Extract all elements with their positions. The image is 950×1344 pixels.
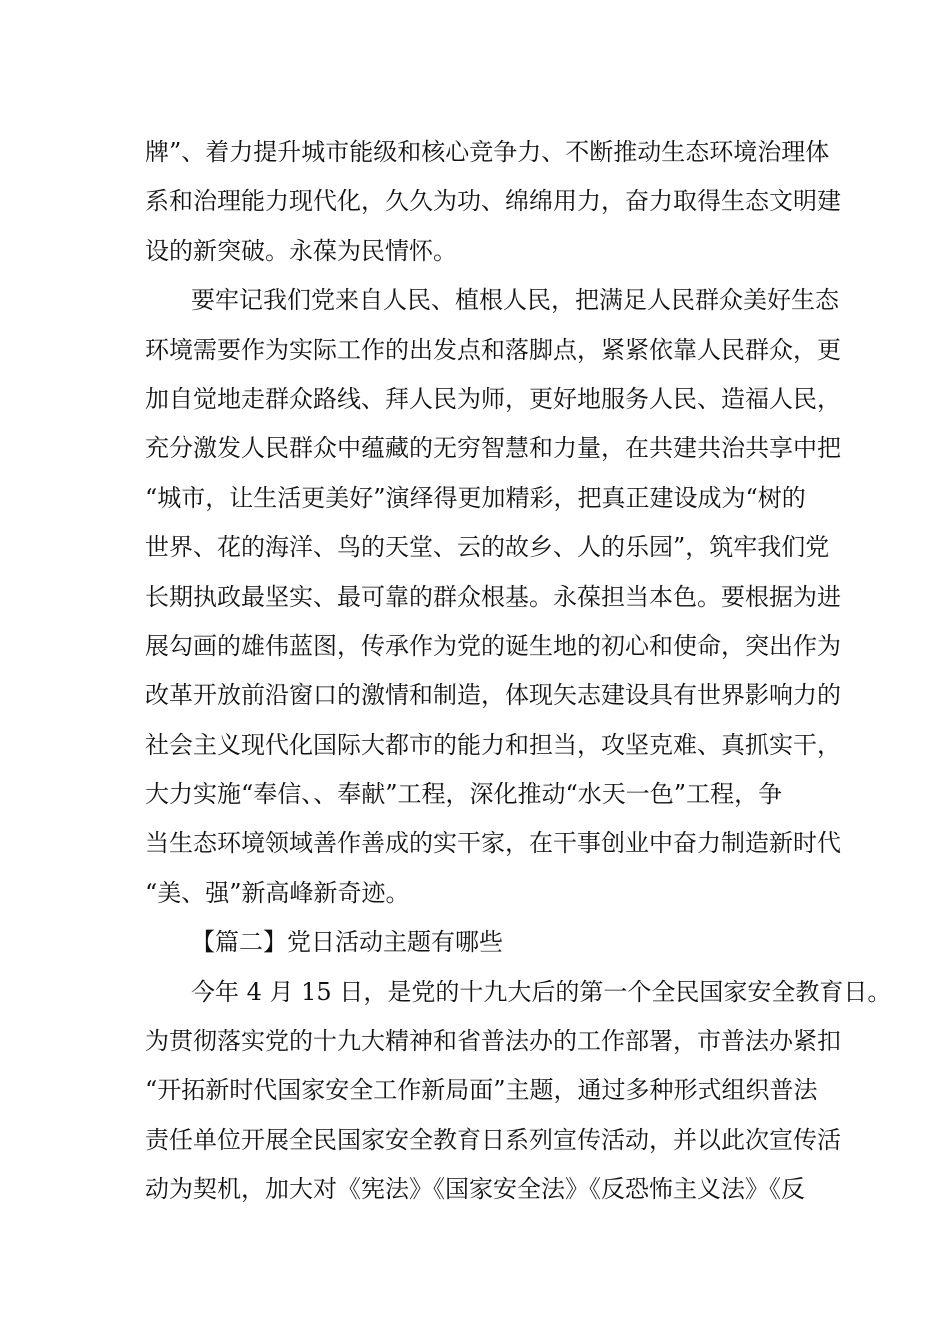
text-line: 设的新突破。永葆为民情怀。 [145,236,457,265]
text-line: 环境需要作为实际工作的出发点和落脚点，紧紧依靠人民群众，更 [145,335,841,364]
text-line: 展勾画的雄伟蓝图，传承作为党的诞生地的初心和使命，突出作为 [145,631,841,660]
text-line: 系和治理能力现代化，久久为功、绵绵用力，奋力取得生态文明建 [145,187,841,216]
text-line: 动为契机，加大对《宪法》《国家安全法》《反恐怖主义法》《反 [145,1175,805,1204]
paragraph-first-line: 今年 4 月 15 日，是党的十九大后的第一个全民国家安全教育日。 [191,977,892,1006]
text-line: 长期执政最坚实、最可靠的群众根基。永葆担当本色。要根据为进 [145,582,841,611]
text-line: 世界、花的海洋、鸟的天堂、云的故乡、人的乐园”，筑牢我们党 [145,533,830,562]
text-line: 改革开放前沿窗口的激情和制造，体现矢志建设具有世界影响力的 [145,681,841,710]
text-line: 充分激发人民群众中蕴藏的无穷智慧和力量，在共建共治共享中把 [145,434,841,463]
text-line: 牌”、着力提升城市能级和核心竞争力、不断推动生态环境治理体 [145,138,830,166]
section-heading: 【篇二】党日活动主题有哪些 [191,928,503,957]
text-line: 大力实施“奉信、、奉献”工程，深化推动“水天一色”工程，争 [145,780,783,809]
text-line: “美、强”新高峰新奇迹。 [145,878,410,907]
text-line: “城市，让生活更美好”演绎得更加精彩，把真正建设成为“树的 [145,483,806,512]
text-line: “开拓新时代国家安全工作新局面”主题，通过多种形式组织普法 [145,1076,818,1105]
text-line: 社会主义现代化国际大都市的能力和担当，攻坚克难、真抓实干， [145,730,841,759]
text-line: 责任单位开展全民国家安全教育日系列宣传活动，并以此次宣传活 [145,1125,841,1154]
paragraph-first-line: 要牢记我们党来自人民、植根人民，把满足人民群众美好生态 [191,286,839,315]
text-line: 为贯彻落实党的十九大精神和省普法办的工作部署，市普法办紧扣 [145,1027,841,1056]
text-line: 加自觉地走群众路线、拜人民为师，更好地服务人民、造福人民， [145,384,841,413]
document-body [145,128,892,1215]
text-line: 当生态环境领域善作善成的实干家，在干事创业中奋力制造新时代 [145,829,841,858]
